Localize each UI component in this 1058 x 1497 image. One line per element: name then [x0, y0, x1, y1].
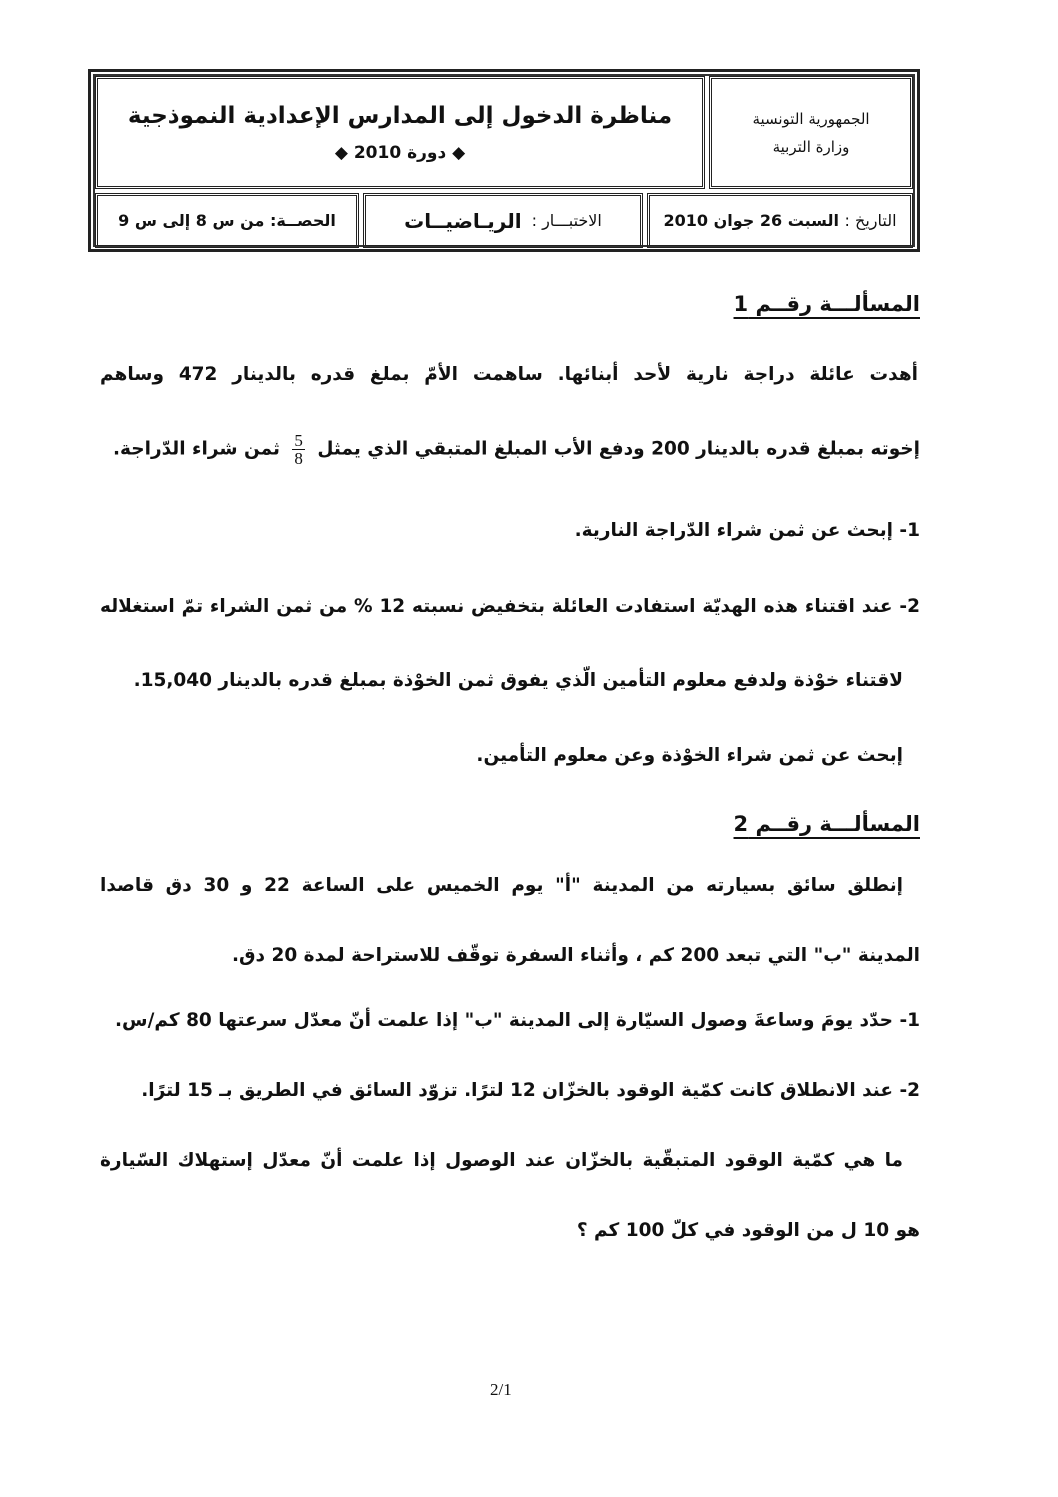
- exam-header: [88, 69, 920, 252]
- problem1-line1: أهدت عائلة دراجة نارية لأحد أبنائها. ساهمت الأمّ بملغ قدره بالدينار 472 وساهم: [100, 364, 918, 385]
- fraction-denominator: 8: [294, 449, 303, 468]
- problem2-question3-line1: ما هي كمّية الوقود المتبقّية بالخزّان عند الوصول إذا علمت أنّ معدّل إستهلاك السّيارة: [100, 1150, 903, 1171]
- ministry-name: وزارة التربية: [772, 137, 850, 156]
- problem1-question2-line2: لاقتناء خوْذة ولدفع معلوم التأمين الّذي يفوق ثمن الخوْذة بمبلغ قدره بالدينار 15,040.: [133, 670, 903, 691]
- problem1-question2-line1: 2- عند اقتناء هذه الهديّة استفادت العائلة بتخفيض نسبته 12 % من ثمن الشراء تمّ استغلاله: [100, 596, 920, 617]
- subject-cell: [363, 193, 643, 248]
- problem1-heading: المسألـــة رقــم 1: [733, 292, 920, 316]
- date-value: السبت 26 جوان 2010: [663, 211, 839, 230]
- date-label: التاريخ :: [844, 211, 897, 230]
- issuer-cell: [709, 76, 913, 189]
- exam-title-cell: [95, 76, 705, 189]
- country-name: الجمهورية التونسية: [752, 109, 870, 128]
- date-cell: [647, 193, 913, 248]
- page-number: 2/1: [490, 1380, 512, 1399]
- period-cell: [95, 193, 359, 248]
- problem1-line2-end: ثمن شراء الدّراجة.: [113, 438, 280, 460]
- period-label: الحصــة:: [270, 211, 336, 230]
- problem1-line2: [100, 432, 920, 467]
- problem2-question3-line2: هو 10 ل من الوقود في كلّ 100 كم ؟: [576, 1220, 920, 1241]
- exam-title: مناظرة الدخول إلى المدارس الإعدادية النموذجية: [127, 102, 673, 129]
- exam-session: ◆ دورة 2010 ◆: [334, 142, 466, 163]
- problem1-line2-start: إخوته بمبلغ قدره بالدينار 200 ودفع الأب المبلغ المتبقي الذي يمثل: [317, 438, 920, 460]
- problem2-question1: 1- حدّد يومَ وساعةَ وصول السيّارة إلى المدينة "ب" إذا علمت أنّ معدّل سرعتها 80 كم/س.: [115, 1010, 920, 1031]
- problem2-line1: إنطلق سائق بسيارته من المدينة "أ" يوم الخميس على الساعة 22 و 30 دق قاصدا: [100, 875, 903, 896]
- problem1-question1: 1- إبحث عن ثمن شراء الدّراجة النارية.: [574, 520, 920, 541]
- problem1-question2-line3: إبحث عن ثمن شراء الخوْذة وعن معلوم التأمين.: [476, 745, 903, 766]
- problem2-question2: 2- عند الانطلاق كانت كمّية الوقود بالخزّان 12 لترًا. تزوّد السائق في الطريق بـ 15 لترًا.: [141, 1080, 920, 1101]
- period-value: من س 8 إلى س 9: [118, 211, 265, 230]
- exam-subject: الريـاضيــات: [404, 208, 522, 233]
- exam-label: الاختبـــار :: [531, 211, 602, 230]
- fraction-numerator: 5: [294, 431, 303, 450]
- fraction-five-eighths: [292, 432, 305, 467]
- problem2-line2: المدينة "ب" التي تبعد 200 كم ، وأثناء السفرة توقّف للاستراحة لمدة 20 دق.: [231, 945, 920, 966]
- problem2-heading: المسألـــة رقــم 2: [733, 812, 920, 836]
